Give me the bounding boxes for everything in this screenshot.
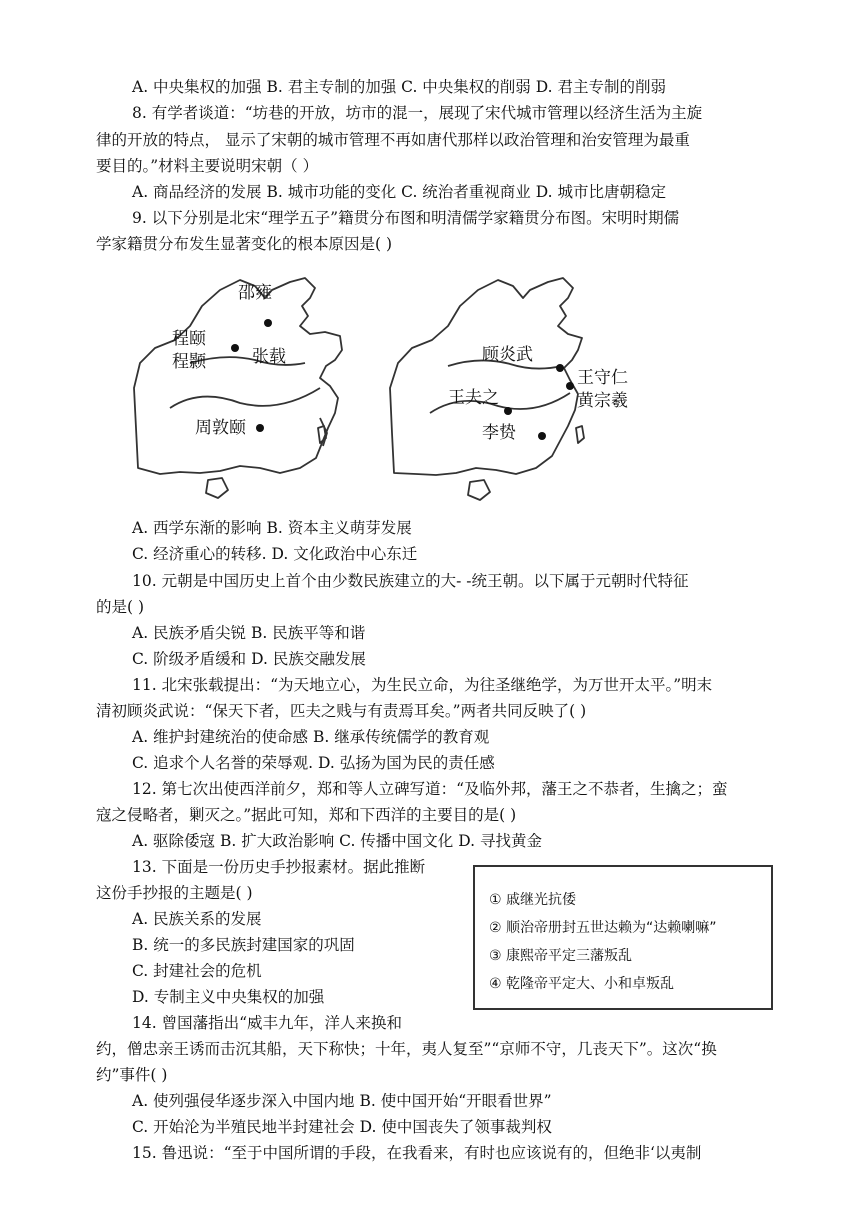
q14-stem-line2: 约，僧忠亲王诱而击沉其船，天下称快；十年，夷人复至”“京师不守，几丧天下”。这次“换 bbox=[96, 1040, 717, 1058]
q12-stem-line1: 12. 第七次出使西洋前夕，郑和等人立碑写道：“及临外邦，藩王之不恭者，生擒之；蛮 bbox=[132, 780, 728, 798]
box-item-2: ② 顺治帝册封五世达赖为“达赖喇嘛” bbox=[489, 920, 717, 936]
map-label-zhou-dunyi: 周敦颐 bbox=[195, 418, 246, 438]
q10-options-cd: C. 阶级矛盾缓和 D. 民族交融发展 bbox=[132, 650, 366, 668]
q10-stem-line1: 10. 元朝是中国历史上首个由少数民族建立的大- -统王朝。以下属于元朝时代特征 bbox=[132, 572, 689, 590]
q9-maps-figure bbox=[130, 268, 630, 513]
q13-material-box bbox=[473, 865, 773, 1010]
map-label-gu-yanwu: 顾炎武 bbox=[482, 345, 533, 365]
q14-stem-line3: 约”事件( ) bbox=[96, 1066, 168, 1084]
q9-stem-line1: 9. 以下分别是北宋“理学五子”籍贯分布图和明清儒学家籍贯分布图。宋明时期儒 bbox=[132, 209, 680, 227]
q12-options: A. 驱除倭寇 B. 扩大政治影响 C. 传播中国文化 D. 寻找黄金 bbox=[132, 832, 542, 850]
q13-option-c: C. 封建社会的危机 bbox=[132, 962, 262, 980]
q8-stem-line1: 8. 有学者谈道：“坊巷的开放，坊市的混一，展现了宋代城市管理以经济生活为主旋 bbox=[132, 104, 703, 122]
map-label-wang-fuzhi: 王夫之 bbox=[448, 388, 499, 408]
map-label-cheng-yi: 程颐 bbox=[172, 329, 206, 349]
q13-stem-line2: 这份手抄报的主题是( ) bbox=[96, 884, 253, 902]
map-label-shao-yong: 邵雍 bbox=[238, 283, 272, 303]
q8-stem-line3: 要目的。”材料主要说明宋朝（ ） bbox=[96, 157, 319, 175]
q8-stem-line2: 律的开放的特点， 显示了宋朝的城市管理不再如唐代那样以政治管理和治安管理为最重 bbox=[96, 131, 690, 149]
q14-options-ab: A. 使列强侵华逐步深入中国内地 B. 使中国开始“开眼看世界” bbox=[132, 1092, 552, 1110]
q12-stem-line2: 寇之侵略者，剿灭之。”据此可知，郑和下西洋的主要目的是( ) bbox=[96, 806, 517, 824]
q9-options-ab: A. 西学东渐的影响 B. 资本主义萌芽发展 bbox=[132, 519, 412, 537]
q11-stem-line2: 清初顾炎武说：“保天下者，匹夫之贱与有责焉耳矣。”两者共同反映了( ) bbox=[96, 702, 587, 720]
q9-options-cd: C. 经济重心的转移. D. 文化政治中心东迁 bbox=[132, 545, 418, 563]
box-item-1: ① 戚继光抗倭 bbox=[489, 892, 577, 908]
q11-options-ab: A. 维护封建统治的使命感 B. 继承传统儒学的教育观 bbox=[132, 728, 490, 746]
q13-option-d: D. 专制主义中央集权的加强 bbox=[132, 988, 325, 1006]
box-item-4: ④ 乾隆帝平定大、小和卓叛乱 bbox=[489, 976, 675, 992]
q13-option-a: A. 民族关系的发展 bbox=[132, 910, 262, 928]
q11-options-cd: C. 追求个人名誉的荣辱观. D. 弘扬为国为民的责任感 bbox=[132, 754, 495, 772]
q14-options-cd: C. 开始沦为半殖民地半封建社会 D. 使中国丧失了领事裁判权 bbox=[132, 1118, 552, 1136]
q8-options: A. 商品经济的发展 B. 城市功能的变化 C. 统治者重视商业 D. 城市比唐朝稳定 bbox=[132, 183, 666, 201]
map-label-li-zhi: 李贽 bbox=[482, 423, 516, 443]
map-label-huang-zongxi: 黄宗羲 bbox=[577, 391, 628, 411]
map-label-cheng-hao: 程颢 bbox=[172, 352, 206, 372]
q13-stem-line1: 13. 下面是一份历史手抄报素材。据此推断 bbox=[132, 858, 426, 876]
q15-stem-line1: 15. 鲁迅说：“至于中国所谓的手段，在我看来，有时也应该说有的，但绝非‘以夷制 bbox=[132, 1144, 702, 1162]
map-label-zhang-zai: 张载 bbox=[252, 347, 286, 367]
box-item-3: ③ 康熙帝平定三藩叛乱 bbox=[489, 948, 633, 964]
q9-stem-line2: 学家籍贯分布发生显著变化的根本原因是( ) bbox=[96, 235, 393, 253]
q7-options: A. 中央集权的加强 B. 君主专制的加强 C. 中央集权的削弱 D. 君主专制的削弱 bbox=[132, 78, 666, 96]
q11-stem-line1: 11. 北宋张载提出：“为天地立心，为生民立命，为往圣继绝学，为万世开太平。”明末 bbox=[132, 676, 713, 694]
q10-options-ab: A. 民族矛盾尖锐 B. 民族平等和谐 bbox=[132, 624, 366, 642]
q13-option-b: B. 统一的多民族封建国家的巩固 bbox=[132, 936, 355, 954]
map-label-wang-shouren: 王守仁 bbox=[577, 368, 628, 388]
q14-stem-line1: 14. 曾国藩指出“威丰九年，洋人来换和 bbox=[132, 1014, 403, 1032]
q10-stem-line2: 的是( ) bbox=[96, 598, 145, 616]
